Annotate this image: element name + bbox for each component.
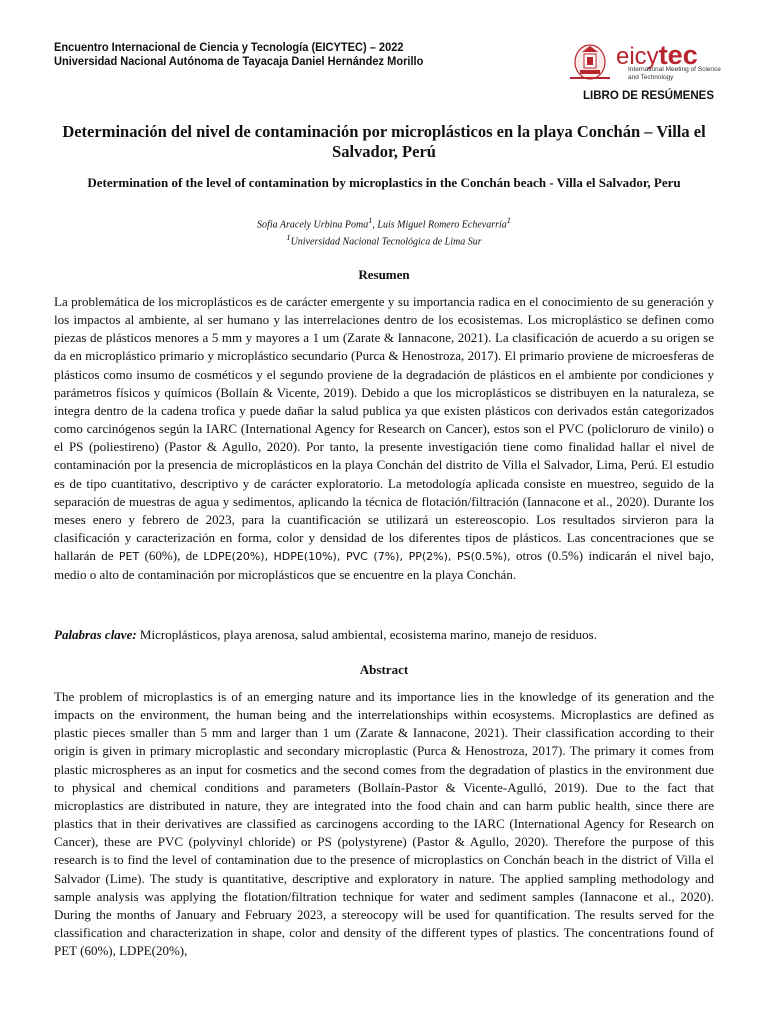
abstract-paragraph: The problem of microplastics is of an emerging nature and its importance lies in the knowledge of its generation and the impacts on the environment, the human being and the interrelationships within ecosystems. Microplastics are defined as plastic pieces smaller than 5 mm and larger than 1 um (Zarate & Iannacone, 2021). Their classification according to their origin is given in primary microplastic and secondary microplastic (Purca & Henostroza, 2017). The primary it comes from plastic microspheres as an input for cosmetics and the second comes from the degradation of plastics in the environment due to physical and chemical conditions and parameters (Bollaín-Pastor & Vicente-Agulló, 2019). Due to the fact that microplastics are distributed in nature, they are integrated into the food chain and can harm public health, since there are plastics that in their derivatives are classified as carcinogens according to the IARC (International Agency for Research on Cancer), these are PVC (polyvinyl chloride) or PS (polystyrene) (Pastor & Agullo, 2020). Therefore the purpose of this research is to find the level of contamination due to the presence of microplastics on Conchán beach in the district of Villa el Salvador (Lime). The study is quantitative, descriptive and exploratory in nature. The applied sampling methodology and sample analysis was applying the flotation/filtration technique for water and sediment samples (Iannacone et al., 2020). During the months of January and February 2023, a stereocopy will be used for quantification. The results served for the classification and characterization in shape, color and density of the different types of plastics. The concentrations found of PET (60%), LDPE(20%),	[54, 689, 714, 959]
ldpe-term: LDPE(20%),	[203, 550, 269, 564]
brand-subtitle: International Meeting of Science and Technology	[628, 66, 721, 81]
polymers-list: HDPE(10%), PVC (7%), PP(2%), PS(0.5%),	[273, 550, 511, 564]
university-name: Universidad Nacional Autónoma de Tayacaja Daniel Hernández Morillo	[54, 54, 424, 68]
eicytec-logo	[566, 40, 726, 84]
keywords	[54, 626, 714, 644]
affiliation-line	[54, 231, 714, 248]
affiliation-sup: 1	[286, 233, 291, 243]
title-spanish: Determinación del nivel de contaminación por microplásticos en la playa Conchán – Villa el Salvador, Perú	[62, 122, 706, 161]
author-1-sup: 1	[368, 216, 373, 225]
author-1: Sofia Aracely Urbina Poma	[257, 219, 369, 231]
abstract-heading: Abstract	[359, 662, 409, 677]
brand-wordmark: eicytec	[616, 40, 698, 70]
pet-term: PET	[118, 550, 140, 564]
keywords-text: Microplásticos, playa arenosa, salud ambiental, ecosistema marino, manejo de residuos.	[136, 627, 597, 642]
university-crest-icon	[566, 40, 614, 82]
resumen-heading: Resumen	[358, 267, 410, 282]
book-label: LIBRO DE RESÚMENES	[583, 90, 714, 102]
author-2: Luis Miguel Romero Echevarría	[377, 219, 507, 231]
affiliation: Universidad Nacional Tecnológica de Lima Sur	[290, 236, 482, 248]
author-line: Sofia Aracely Urbina Poma$^1$, Luis Miguel Romero Echevarría$^1$	[257, 216, 511, 231]
conference-name: Encuentro Internacional de Ciencia y Tecnología (EICYTEC) – 2022	[54, 40, 404, 54]
author-2-sup: 1	[506, 216, 511, 225]
authors-block	[54, 214, 714, 249]
keywords-label: Palabras clave:	[54, 627, 137, 642]
title-english: Determination of the level of contamination by microplastics in the Conchán beach - Villa el Salvador, Peru	[87, 175, 681, 190]
resumen-paragraph: La problemática de los microplásticos es de carácter emergente y su importancia radica en el conocimiento de su generación y los impactos al ambiente, al ser humano y las interrelaciones dentro de los ecosistemas. Los microplástico se definen como piezas de plásticos menores a 5 mm y mayores a 1 um (Zarate & Iannacone, 2021). La clasificación de acuerdo a su origen se da en microplástico primario y microplástico secundario (Purca & Henostroza, 2017). El primario proviene de microesferas de plásticos como insumo de cosméticos y el segundo proviene de la degradación de plásticos en el ambiente por condiciones y parámetros físicos y químicos (Bollaín & Vicente, 2019). Debido a que los microplásticos se distribuyen en la naturaleza, se integra dentro de la cadena trofica y puede dañar la salud publica ya que existen plásticos con derivados están categorizados como carcinógenos según la IARC (International Agency for Research on Cancer), estos son el PVC (policloruro de vinilo) o el PS (poliestireno) (Pastor & Agullo, 2020). Por tanto, la presente investigación tiene como finalidad hallar el nivel de contaminación por la presencia de microplásticos en la playa Conchán del distrito de Villa el Salvador, Lima, Perú. El estudio es de tipo cuantitativo, descriptivo y de carácter exploratorio. La metodología aplicada consiste en muestreo, seguido de la separación de muestras de agua y sedimentos, aplicando la técnica de flotación/filtración (Iannacone et al., 2020). Durante los meses enero y febrero de 2023, para la cuantificación se utilizará un estereoscopio. Los resultados sirvieron para la clasificación y caracterización en forma, color y densidad de los diferentes tipos de plásticos. Las concentraciones que se hallarán de PET (60%), de LDPE(20%), HDPE(10%), PVC (7%), PP(2%), PS(0.5%), otros (0.5%) indicarán el nivel bajo, medio o alto de contaminación por microplásticos que se encuentre en la playa Conchán.	[54, 294, 715, 583]
